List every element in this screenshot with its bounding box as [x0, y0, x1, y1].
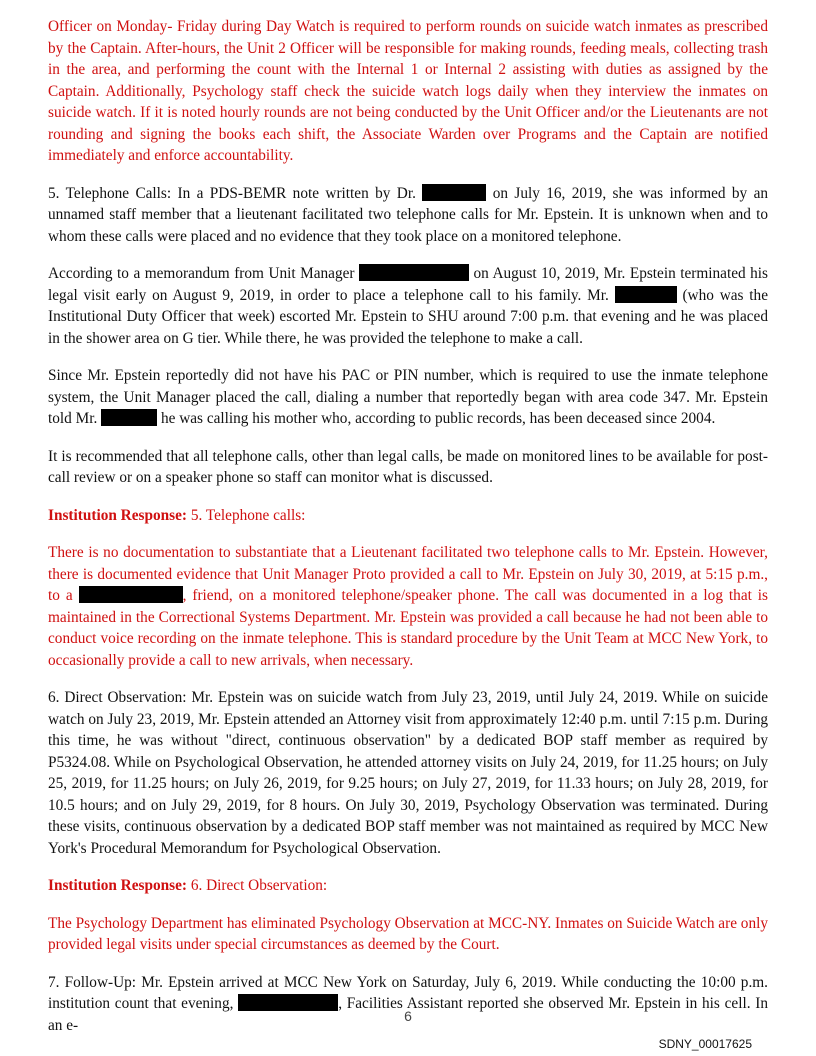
paragraph-text: 7. Follow-Up: Mr. Epstein arrived at MCC New York on Saturday, July 6, 2019. While conducting the 10:00 p.m. institution count that evening,	[48, 973, 768, 1012]
paragraph-text: 6. Direct Observation: Mr. Epstein was on suicide watch from July 23, 2019, until July 24, 2019. While on suicide watch on July 23, 2019, Mr. Epstein attended an Attorney visit from approximately 12:40 p.m. until 7:15 p.m. During this time, he was without "direct, continuous observation" by a dedicated BOP staff member as required by P5324.08. While on Psychological Observation, he attended attorney visits on July 24, 2019, for 11.25 hours; on July 25, 2019, for 11.25 hours; on July 26, 2019, for 9.25 hours; on July 27, 2019, for 11.33 hours; on July 28, 2019, for 10.5 hours; and on July 29, 2019, for 8 hours. On July 30, 2019, Psychology Observation was terminated. During these visits, continuous observation by a dedicated BOP staff member was not maintained as required by MCC New York's Procedural Memorandum for Psychological Observation.	[48, 689, 768, 857]
pac-pin-paragraph	[48, 365, 768, 430]
response-title: 6. Direct Observation:	[190, 877, 328, 894]
page-number: 6	[404, 1008, 412, 1024]
response-label: Institution Response:	[48, 877, 187, 894]
suicide-watch-rounds-paragraph	[48, 16, 768, 167]
redaction-box	[615, 286, 677, 303]
paragraph-text: The Psychology Department has eliminated Psychology Observation at MCC-NY. Inmates on Suicide Watch are only provided legal visits under special circumstances as deemed by the Court.	[48, 914, 768, 953]
paragraph-text: (who was the Institutional Duty Officer that week) escorted Mr. Epstein to SHU around 7:00 p.m. that evening and he was placed in the shower area on G tier. While there, he was provided the telephone to make a call.	[48, 286, 768, 347]
paragraph-text: , friend, on a monitored telephone/speaker phone. The call was documented in a log that is maintained in the Correctional Systems Department. Mr. Epstein was provided a call because he had not been able to conduct voice recording on the inmate telephone. This is standard procedure by the Unit Team at MCC New York, to occasionally provide a call to new arrivals, when necessary.	[48, 587, 769, 669]
institution-response-6-text	[48, 913, 768, 956]
telephone-calls-paragraph	[48, 183, 768, 248]
institution-response-6-heading	[48, 875, 768, 897]
redaction-box	[101, 409, 157, 426]
bates-number: SDNY_00017625	[658, 1037, 752, 1051]
redaction-box	[422, 184, 486, 201]
paragraph-text: on July 16, 2019, she was informed by an unnamed staff member that a lieutenant facilitated two telephone calls for Mr. Epstein. It is unknown when and to whom these calls were placed and no evidence that they took place on a monitored telephone.	[48, 184, 769, 245]
paragraph-text: 5. Telephone Calls: In a PDS-BEMR note written by Dr.	[48, 184, 416, 202]
direct-observation-paragraph	[48, 687, 768, 859]
paragraph-text: on August 10, 2019, Mr. Epstein terminated his legal visit early on August 9, 2019, in order to place a telephone call to his family. Mr.	[48, 265, 768, 304]
page-body	[48, 16, 768, 1052]
paragraph-text: he was calling his mother who, according to public records, has been deceased since 2004.	[160, 410, 716, 427]
redaction-box	[359, 264, 469, 281]
institution-response-5-heading	[48, 505, 768, 527]
paragraph-text: , Facilities Assistant reported she observed Mr. Epstein in his cell. In an e-	[48, 995, 768, 1034]
paragraph-text: There is no documentation to substantiate that a Lieutenant facilitated two telephone calls to Mr. Epstein. However, there is documented evidence that Unit Manager Proto provided a call to Mr. Epstein on July 30, 2019, at 5:15 p.m., to a	[48, 544, 768, 604]
follow-up-paragraph	[48, 972, 768, 1037]
redaction-box	[79, 586, 183, 603]
paragraph-text: It is recommended that all telephone calls, other than legal calls, be made on monitored lines to be available for post-call review or on a speaker phone so staff can monitor what is discussed.	[48, 447, 768, 486]
response-label: Institution Response:	[48, 506, 187, 524]
paragraph-text: Officer on Monday- Friday during Day Watch is required to perform rounds on suicide watch inmates as prescribed by the Captain. After-hours, the Unit 2 Officer will be responsible for making rounds, feeding meals, collecting trash in the area, and performing the count with the Internal 1 or Internal 2 assisting with duties as assigned by the Captain. Additionally, Psychology staff check the suicide watch logs daily when they interview the inmates on suicide watch. If it is noted hourly rounds are not being conducted by the Unit Officer and/or the Lieutenants are not rounding and signing the books each shift, the Associate Warden over Programs and the Captain are notified immediately and enforce accountability.	[48, 18, 768, 164]
paragraph-text: Since Mr. Epstein reportedly did not have his PAC or PIN number, which is required to use the inmate telephone system, the Unit Manager placed the call, dialing a number that reportedly began with area code 347. Mr. Epstein told Mr.	[48, 367, 768, 427]
institution-response-5-text	[48, 542, 768, 671]
response-title: 5. Telephone calls:	[190, 506, 306, 524]
paragraph-text: According to a memorandum from Unit Manager	[48, 265, 355, 282]
unit-manager-memorandum-paragraph	[48, 263, 768, 349]
telephone-recommendation-paragraph	[48, 446, 768, 489]
